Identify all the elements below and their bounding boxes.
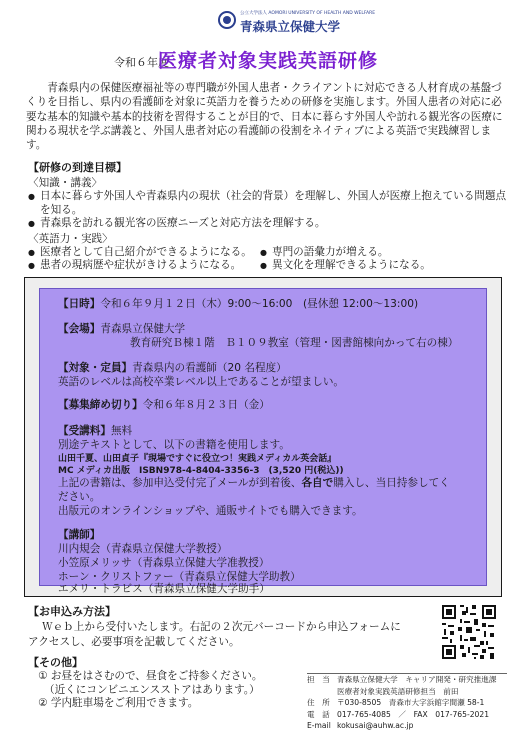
goals-section [28, 159, 508, 273]
target-value: 青森県内の看護師（20 名程度） [132, 362, 287, 374]
instructor: 川内規会（青森県立保健大学教授） [58, 543, 228, 555]
contact-box [307, 673, 507, 732]
other-item-1b: （近くにコンビニエンスストアはあります。） [44, 683, 260, 696]
deadline-head: 【募集締め切り】 [58, 399, 143, 411]
logo-subtext: 公立大学法人 AOMORI UNIVERSITY OF HEALTH AND WELFARE [240, 11, 376, 16]
knowledge-list [28, 190, 508, 231]
list-item: ● 医療者として自己紹介ができるようになる。 [28, 246, 260, 260]
fee-note: 別途テキストとして、以下の書籍を使用します。 [58, 439, 290, 451]
target-row [58, 362, 287, 376]
datetime-value: 令和６年９月１２日（木）9:00～16:00 (昼休憩 12:00～13:00) [100, 298, 419, 310]
book-note-emphasis: 各自で [301, 477, 334, 489]
book-note-shop: 出版元のオンラインショップや、通販サイトでも購入できます。 [58, 505, 363, 517]
logo-name: 青森県立保健大学 [240, 19, 341, 34]
list-item: ● 専門の語彙力が増える。 [260, 246, 500, 260]
deadline-value: 令和６年８月２３日（金） [142, 399, 270, 411]
instructor: エメリ・トラビス（青森県立保健大学助手） [58, 583, 270, 595]
instructor: ホーン・クリストファー（青森県立保健大学助教） [58, 571, 301, 583]
heading-year: 令和６年度 [114, 56, 169, 69]
intro-paragraph: 青森県内の保健医療福祉等の専門職が外国人患者・クライアントに対応できる人材育成の基盤づくりを目指し、県内の看護師を対象に英語力を養うための研修を実施します。外国人患者の対応に必要な基本的知識や基本的技術を習得することが目的で、日本に暮らす外国人や訪れる観光客の医療に関わる現状を学ぶ講義と、外国人患者対応の看護師の役割をネイティブによる英語で実践練習します。 [26, 82, 503, 152]
instructors-head: 【講師】 [58, 529, 101, 541]
contact-row: 電 話 017-765-4085 ／ FAX 017-765-2021 [307, 709, 490, 719]
fee-value: 無料 [110, 425, 133, 437]
list-item: ● 異文化を理解できるようになる。 [260, 259, 500, 273]
book-title: 山田千夏、山田貞子『現場ですぐに役立つ！実践メディカル英会話』 [58, 454, 337, 464]
info-panel [39, 288, 487, 595]
knowledge-label: 〈知識・講義〉 [28, 177, 103, 189]
list-item: ● 青森県を訪れる観光客の医療ニーズと対応方法を理解する。 [28, 217, 508, 231]
target-head: 【対象・定員】 [58, 362, 133, 374]
university-seal-icon [218, 11, 236, 29]
venue-detail: 教育研究Ｂ棟１階 Ｂ１０９教室（管理・図書館棟向かって右の棟） [130, 337, 459, 349]
english-label: 〈英語力・実践〉 [28, 232, 113, 245]
other-section [28, 654, 308, 711]
email-link[interactable]: kokusai@auhw.ac.jp [337, 721, 414, 730]
other-title: 【その他】 [28, 656, 83, 669]
apply-line-1: Ｗｅｂ上から受付いたします。右記の２次元バーコードから申込フォームに [42, 621, 401, 633]
contact-row: 住 所 〒030-8505 青森市大字浜館字間瀬 58-1 [307, 698, 485, 707]
apply-title: 【お申込み方法】 [28, 605, 116, 618]
venue-head: 【会場】 [58, 323, 101, 335]
datetime-head: 【日時】 [58, 298, 101, 310]
venue-value: 青森県立保健大学 [100, 323, 186, 335]
fee-row [58, 425, 132, 439]
list-item: ● 日本に暮らす外国人や青森県内の現状（社会的背景）を理解し、外国人が医療上抱えている問題点を知る。 [28, 190, 508, 217]
page-title: 医療者対象実践英語研修 [158, 50, 379, 72]
university-logo [218, 9, 376, 39]
other-item-2: ② 学内駐車場をご利用できます。 [38, 697, 199, 709]
datetime-row [58, 298, 418, 312]
target-note: 英語のレベルは高校卒業レベル以上であることが望ましい。 [58, 376, 345, 388]
contact-row: 担 当 青森県立保健大学 キャリア開発・研究推進課 [307, 675, 497, 684]
english-list [28, 246, 508, 273]
contact-row[interactable]: E-mail kokusai@auhw.ac.jp [307, 721, 414, 730]
other-item-1: ① お昼をはさむので、昼食をご持参ください。 [38, 670, 263, 682]
qr-code-icon[interactable] [440, 603, 498, 661]
book-note: 上記の書籍は、参加申込受付完了メールが到着後、各自で購入し、当日持参してく [58, 477, 450, 489]
apply-section [28, 603, 428, 649]
fee-head: 【受講料】 [58, 425, 111, 437]
deadline-row [58, 399, 270, 413]
list-item: ● 患者の現病歴や症状がきけるようになる。 [28, 259, 260, 273]
instructor: 小笠原メリッサ（青森県立保健大学准教授） [58, 557, 270, 569]
book-note-cont: ださい。 [58, 491, 101, 503]
apply-line-2: アクセスし、必要事項を記載してください。 [28, 636, 240, 648]
goals-title: 【研修の到達目標】 [28, 161, 127, 174]
contact-row: 医療者対象実践英語研修担当 前田 [337, 686, 459, 696]
book-publisher: MC メディカ出版 ISBN978-4-8404-3356-3 (3,520 円(税込)) [58, 466, 344, 476]
info-box [24, 277, 502, 597]
venue-row [58, 323, 185, 337]
